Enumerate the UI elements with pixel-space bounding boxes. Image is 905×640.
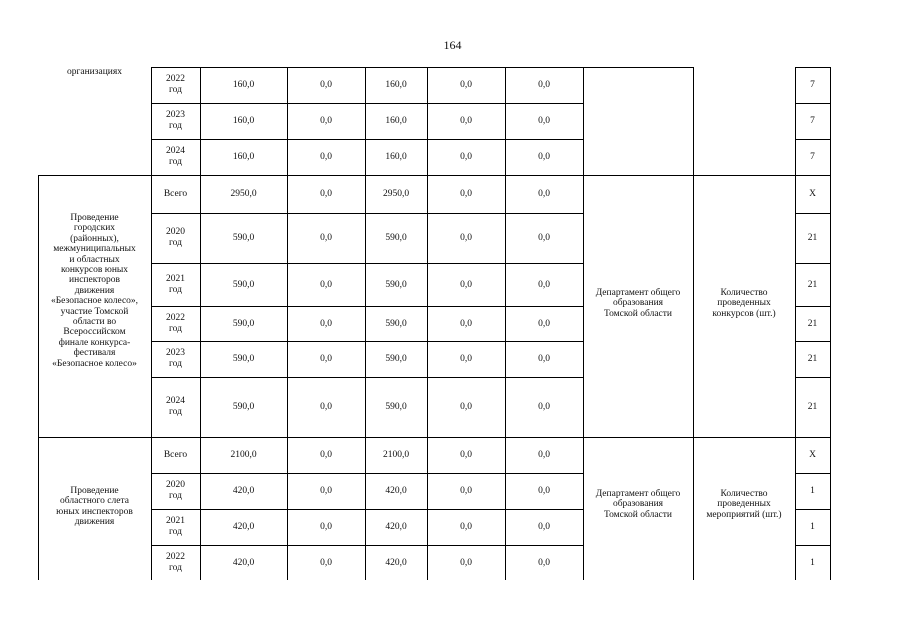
count-cell <box>795 377 830 437</box>
text-line: год <box>169 323 182 334</box>
text-line: 2020 <box>166 480 185 490</box>
text-line: Количество <box>720 288 768 298</box>
table-vline <box>583 67 584 175</box>
text-line: год <box>169 157 182 167</box>
cell-text: 0,0 <box>320 354 332 364</box>
value-cell <box>427 213 505 263</box>
department-cell <box>583 288 693 319</box>
cell-text: 0,0 <box>320 450 332 460</box>
text-line: 2021 <box>166 273 185 284</box>
text-line: Проведение <box>70 486 119 496</box>
value-cell <box>200 139 287 175</box>
count-cell <box>795 509 830 545</box>
table-hline <box>38 175 151 176</box>
cell-text: 160,0 <box>232 80 255 90</box>
year-cell <box>151 437 200 473</box>
text-line: городских <box>73 223 116 234</box>
cell-text: 590,0 <box>232 402 255 412</box>
value-cell <box>200 377 287 437</box>
cell-text: 160,0 <box>385 116 407 126</box>
activity-description <box>38 213 151 369</box>
cell-text: 0,0 <box>320 279 332 290</box>
cell-text: 160,0 <box>385 152 407 162</box>
value-cell <box>505 473 583 509</box>
value-cell <box>365 341 427 377</box>
value-cell <box>287 437 365 473</box>
cell-text: 21 <box>807 279 818 290</box>
cell-text: 0,0 <box>320 318 332 329</box>
value-cell <box>287 103 365 139</box>
text-line: проведенных <box>717 499 771 510</box>
text-line: 2020 <box>166 227 185 237</box>
value-cell <box>365 263 427 306</box>
text-line: Всего <box>163 449 188 460</box>
cell-text: 0,0 <box>460 152 472 162</box>
value-cell <box>427 103 505 139</box>
value-cell <box>505 263 583 306</box>
cell-text: 0,0 <box>460 80 472 90</box>
cell-text: 0,0 <box>538 354 550 364</box>
year-cell <box>151 473 200 509</box>
value-cell <box>287 473 365 509</box>
count-cell <box>795 175 830 213</box>
cell-text: 160,0 <box>232 152 255 162</box>
cell-text: 0,0 <box>460 486 472 496</box>
value-cell <box>287 509 365 545</box>
cell-text: 0,0 <box>538 486 550 496</box>
count-cell <box>795 306 830 341</box>
cell-text: 2100,0 <box>382 450 410 460</box>
table-hline <box>583 67 694 68</box>
value-cell <box>365 175 427 213</box>
text-line: участие Томской <box>60 306 129 317</box>
value-cell <box>287 341 365 377</box>
text-line: финале конкурса- <box>58 337 131 348</box>
year-cell <box>151 139 200 175</box>
cell-text: 21 <box>807 402 818 412</box>
cell-text: 0,0 <box>538 233 550 243</box>
cell-text: 0,0 <box>460 189 472 199</box>
cell-text: 0,0 <box>320 189 332 199</box>
year-cell <box>151 103 200 139</box>
table-vline <box>693 67 694 175</box>
text-line: фестиваля <box>73 348 116 359</box>
year-cell <box>151 341 200 377</box>
table-hline <box>38 437 151 438</box>
page-number: 164 <box>443 38 462 52</box>
text-line: «Безопасное колесо» <box>52 358 137 369</box>
value-cell <box>287 263 365 306</box>
text-line: год <box>169 284 182 295</box>
value-cell <box>200 545 287 580</box>
cell-text: 2950,0 <box>230 189 257 199</box>
cell-text: 0,0 <box>320 402 332 412</box>
text-line: проведенных <box>717 298 771 309</box>
text-line: инспекторов <box>69 275 120 286</box>
year-cell <box>151 67 200 103</box>
cell-text: 0,0 <box>460 318 472 329</box>
value-cell <box>427 437 505 473</box>
year-cell <box>151 175 200 213</box>
text-line: движения <box>74 517 115 528</box>
cell-text: 590,0 <box>385 354 407 364</box>
value-cell <box>505 509 583 545</box>
value-cell <box>365 213 427 263</box>
value-cell <box>505 175 583 213</box>
value-cell <box>287 67 365 103</box>
cell-text: X <box>809 450 816 460</box>
cell-text: 0,0 <box>460 450 472 460</box>
cell-text: 0,0 <box>460 557 472 568</box>
text-line: 2022 <box>166 551 185 562</box>
count-cell <box>795 545 830 580</box>
department-cell <box>583 489 693 520</box>
activity-description <box>38 486 151 528</box>
value-cell <box>287 139 365 175</box>
cell-text: 0,0 <box>460 402 472 412</box>
text-line: Количество <box>720 489 768 499</box>
year-cell <box>151 509 200 545</box>
text-line: 2022 <box>166 74 185 84</box>
cell-text: 21 <box>807 354 818 364</box>
cell-text: 0,0 <box>538 522 550 532</box>
cell-text: 0,0 <box>538 116 550 126</box>
value-cell <box>365 545 427 580</box>
value-cell <box>200 175 287 213</box>
value-cell <box>365 473 427 509</box>
cell-text: 420,0 <box>385 486 407 496</box>
count-cell <box>795 263 830 306</box>
text-line: 2023 <box>166 348 185 358</box>
cell-text: 590,0 <box>232 354 255 364</box>
text-line: и областных <box>69 254 120 265</box>
value-cell <box>505 139 583 175</box>
cell-text: 0,0 <box>538 80 550 90</box>
value-cell <box>365 437 427 473</box>
value-cell <box>200 103 287 139</box>
cell-text: 0,0 <box>538 318 550 329</box>
value-cell <box>427 139 505 175</box>
cell-text: 160,0 <box>232 116 255 126</box>
text-line: год <box>169 562 182 573</box>
text-line: мероприятий (шт.) <box>706 509 782 520</box>
cell-text: X <box>809 189 816 199</box>
cell-text: 590,0 <box>385 279 407 290</box>
cell-text: 1 <box>810 522 815 532</box>
text-line: Всероссийском <box>63 327 126 338</box>
table-hline <box>583 437 795 438</box>
value-cell <box>427 545 505 580</box>
cell-text: 2100,0 <box>230 450 257 460</box>
table-vline <box>830 67 831 175</box>
cell-text: 0,0 <box>320 522 332 532</box>
count-cell <box>795 213 830 263</box>
cell-text: 420,0 <box>232 557 255 568</box>
count-cell <box>795 103 830 139</box>
value-cell <box>427 377 505 437</box>
text-line: год <box>169 359 182 369</box>
value-cell <box>505 103 583 139</box>
text-line: год <box>169 238 182 248</box>
cell-text: 590,0 <box>385 402 407 412</box>
table-hline <box>583 175 795 176</box>
text-line: Томской области <box>604 509 672 520</box>
cell-text: 0,0 <box>538 557 550 568</box>
count-cell <box>795 139 830 175</box>
value-cell <box>200 67 287 103</box>
value-cell <box>427 67 505 103</box>
text-line: области во <box>72 317 117 328</box>
count-cell <box>795 437 830 473</box>
cell-text: 590,0 <box>385 233 407 243</box>
year-cell <box>151 213 200 263</box>
value-cell <box>287 306 365 341</box>
value-cell <box>365 306 427 341</box>
value-cell <box>200 509 287 545</box>
year-cell <box>151 545 200 580</box>
cell-text: 21 <box>807 318 818 329</box>
cell-text: 0,0 <box>538 279 550 290</box>
text-line: конкурсов (шт.) <box>712 308 776 319</box>
cell-text: 7 <box>810 152 815 162</box>
value-cell <box>427 175 505 213</box>
value-cell <box>200 341 287 377</box>
text-line: 2024 <box>166 146 185 156</box>
text-line: областного слета <box>60 496 129 507</box>
cell-text: 0,0 <box>538 189 550 199</box>
text-line: Томской области <box>604 308 672 319</box>
cell-text: 0,0 <box>460 116 472 126</box>
cell-text: 0,0 <box>538 152 550 162</box>
value-cell <box>287 377 365 437</box>
cell-text: 420,0 <box>385 557 407 568</box>
value-cell <box>427 473 505 509</box>
value-cell <box>287 545 365 580</box>
cell-text: 0,0 <box>320 80 332 90</box>
text-line: Всего <box>163 188 188 199</box>
cell-text: 590,0 <box>232 318 255 329</box>
text-line: Проведение <box>70 213 119 223</box>
year-cell <box>151 377 200 437</box>
cell-text: 7 <box>810 80 815 90</box>
text-line: год <box>169 121 182 131</box>
cell-text: 420,0 <box>232 486 255 496</box>
value-cell <box>505 306 583 341</box>
activity-description: организациях <box>66 67 123 77</box>
cell-text: 21 <box>807 233 818 243</box>
text-line: движения <box>74 285 115 296</box>
count-cell <box>795 473 830 509</box>
year-cell <box>151 263 200 306</box>
cell-text: 0,0 <box>538 402 550 412</box>
value-cell <box>365 67 427 103</box>
cell-text: 420,0 <box>385 522 407 532</box>
text-line: Департамент общего <box>595 489 681 499</box>
value-cell <box>200 213 287 263</box>
cell-text: 1 <box>810 486 815 496</box>
value-cell <box>365 377 427 437</box>
value-cell <box>427 263 505 306</box>
value-cell <box>505 213 583 263</box>
value-cell <box>365 509 427 545</box>
value-cell <box>287 213 365 263</box>
text-line: 2024 <box>166 396 185 406</box>
value-cell <box>427 509 505 545</box>
cell-text: 590,0 <box>385 318 407 329</box>
value-cell <box>200 437 287 473</box>
value-cell <box>287 175 365 213</box>
text-line: конкурсов юных <box>60 265 129 276</box>
value-cell <box>427 306 505 341</box>
cell-text: 0,0 <box>460 354 472 364</box>
cell-text: 590,0 <box>232 233 255 243</box>
cell-text: 7 <box>810 116 815 126</box>
value-cell <box>365 139 427 175</box>
cell-text: 0,0 <box>320 557 332 568</box>
count-cell <box>795 341 830 377</box>
cell-text: 0,0 <box>460 279 472 290</box>
value-cell <box>200 473 287 509</box>
text-line: год <box>169 527 182 537</box>
text-line: (районных), <box>70 233 119 244</box>
cell-text: 0,0 <box>320 152 332 162</box>
cell-text: 0,0 <box>538 450 550 460</box>
indicator-cell <box>693 489 795 520</box>
value-cell <box>200 306 287 341</box>
text-line: «Безопасное колесо», <box>50 296 139 307</box>
cell-text: 1 <box>810 557 815 568</box>
text-line: образования <box>612 298 664 309</box>
text-line: год <box>169 491 182 501</box>
cell-text: 0,0 <box>460 233 472 243</box>
cell-text: 0,0 <box>460 522 472 532</box>
text-line: год <box>169 407 182 417</box>
cell-text: 420,0 <box>232 522 255 532</box>
cell-text: 2950,0 <box>382 189 410 199</box>
cell-text: 0,0 <box>320 233 332 243</box>
indicator-cell <box>693 288 795 319</box>
text-line: год <box>169 85 182 95</box>
value-cell <box>427 341 505 377</box>
cell-text: 160,0 <box>385 80 407 90</box>
cell-text: 0,0 <box>320 116 332 126</box>
cell-text: 0,0 <box>320 486 332 496</box>
value-cell <box>200 263 287 306</box>
value-cell <box>365 103 427 139</box>
text-line: образования <box>612 499 664 510</box>
text-line: юных инспекторов <box>56 506 133 517</box>
text-line: межмуниципальных <box>53 244 136 255</box>
value-cell <box>505 341 583 377</box>
cell-text: 590,0 <box>232 279 255 290</box>
value-cell <box>505 67 583 103</box>
text-line: 2021 <box>166 516 185 526</box>
value-cell <box>505 545 583 580</box>
value-cell <box>505 437 583 473</box>
text-line: Департамент общего <box>595 288 681 298</box>
count-cell <box>795 67 830 103</box>
year-cell <box>151 306 200 341</box>
text-line: 2023 <box>166 110 185 120</box>
text-line: 2022 <box>166 312 185 323</box>
value-cell <box>505 377 583 437</box>
